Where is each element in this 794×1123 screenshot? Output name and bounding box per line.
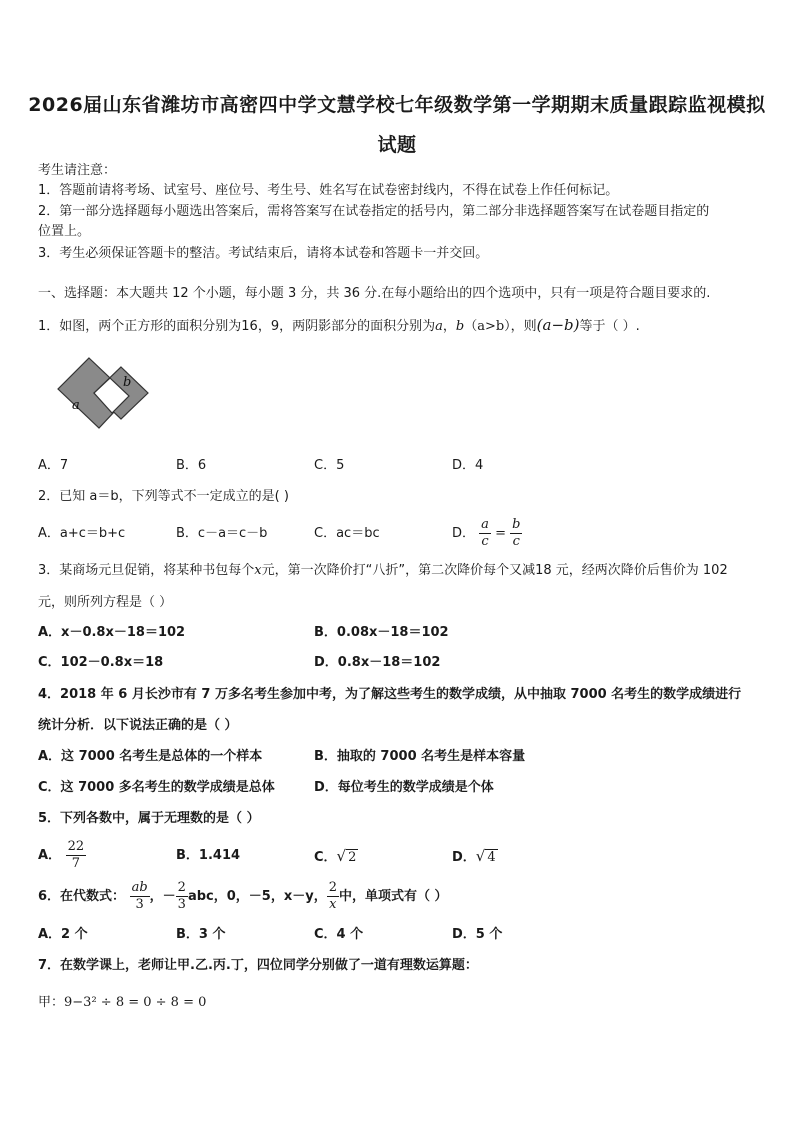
q7-jia-line [38, 994, 206, 1012]
q6-stem-end: 中，单项式有（ ） [338, 889, 448, 904]
q5-option-d [452, 847, 498, 867]
q6-f3-num: 2 [328, 880, 337, 895]
question-2-stem: 2．已知 a＝b，下列等式不一定成立的是( ) [38, 489, 289, 504]
q1-squares-figure [46, 356, 152, 438]
q4-option-c: C．这 7000 多名考生的数学成绩是总体 [38, 780, 275, 795]
q2-option-c: C．ac＝bc [314, 526, 380, 541]
q3-option-d: D．0.8x－18＝102 [314, 655, 441, 670]
exam-title-line2: 试题 [377, 134, 417, 156]
q2-option-d [452, 515, 522, 553]
q5-option-c-label: C． [314, 850, 337, 865]
q6-sep1: ，－ [149, 889, 176, 904]
q6-f1-den: 3 [135, 897, 144, 912]
q1-option-b: B．6 [176, 458, 207, 473]
q6-f2-den: 3 [177, 897, 186, 912]
q3-stem-a: 3．某商场元旦促销，将某种书包每个 [38, 563, 255, 578]
q1-option-a: A．7 [38, 458, 69, 473]
q3-option-c: C．102－0.8x＝18 [38, 655, 164, 670]
question-3-stem-line2: 元，则所列方程是（ ） [38, 595, 173, 610]
q6-f3-den: x [329, 897, 337, 912]
section-heading: 一、选择题：本大题共 12 个小题，每小题 3 分，共 36 分.在每小题给出的四个选项中，只有一项是符合题目要求的. [38, 286, 711, 301]
q3-var-x: x [254, 563, 262, 578]
q1-option-c: C．5 [314, 458, 345, 473]
q5-a-num: 22 [67, 839, 85, 854]
q2-option-b: B．c－a＝c－b [176, 526, 268, 541]
q5-c-sqrt-sign: √ [336, 847, 347, 865]
q6-fraction-2 [176, 880, 188, 913]
q5-c-sqrt [337, 847, 359, 865]
q5-d-sqrt [476, 847, 498, 865]
q1-condition: （a>b），则 [464, 319, 537, 334]
q2-d-left-num: a [481, 517, 489, 532]
q6-fraction-1 [130, 880, 150, 913]
q2-d-left-den: c [481, 534, 489, 549]
q2-d-right-den: c [512, 534, 520, 549]
q5-a-den: 7 [71, 856, 80, 871]
q6-f1-num: ab [131, 880, 148, 895]
q1-stem-text: 1．如图，两个正方形的面积分别为16，9，两阴影部分的面积分别为 [38, 319, 436, 334]
q1-var-b: b [455, 319, 465, 334]
q4-option-b: B．抽取的 7000 名考生是样本容量 [314, 749, 526, 764]
q5-d-radicand: 4 [487, 850, 496, 865]
q6-fraction-3 [327, 880, 339, 913]
q5-d-sqrt-sign: √ [475, 847, 486, 865]
question-5-stem: 5．下列各数中，属于无理数的是（ ） [38, 811, 260, 826]
q2-option-d-label: D． [452, 526, 476, 541]
question-3-stem-line1 [38, 562, 728, 580]
question-7-stem: 7．在数学课上，老师让甲.乙.丙.丁，四位同学分别做了一道有理数运算题： [38, 958, 478, 973]
notice-item-1: 1．答题前请将考场、试室号、座位号、考生号、姓名写在试卷密封线内，不得在试卷上作任何标记。 [38, 183, 619, 198]
q6-option-d: D．5 个 [452, 927, 503, 942]
q6-option-c: C．4 个 [314, 927, 364, 942]
question-4-stem-line1: 4．2018 年 6 月长沙市有 7 万多名考生参加中考，为了解这些考生的数学成绩，从中抽取 7000 名考生的数学成绩进行 [38, 687, 742, 702]
q6-option-a: A．2 个 [38, 927, 88, 942]
q1-stem-end: 等于（ ）. [579, 319, 640, 334]
exam-title-line1: 2026届山东省潍坊市高密四中学文慧学校七年级数学第一学期期末质量跟踪监视模拟 [28, 94, 766, 116]
q7-jia-expression: 9−3² ÷ 8 = 0 ÷ 8 = 0 [64, 995, 207, 1010]
notice-item-3: 3．考生必须保证答题卡的整洁。考试结束后，请将本试卷和答题卡一并交回。 [38, 246, 489, 261]
q5-option-a [38, 836, 86, 876]
q6-mid: abc，0，－5，x－y， [187, 889, 327, 904]
q2-d-right-num: b [512, 517, 521, 532]
q1-sep: ， [442, 319, 456, 334]
notice-item-2: 2．第一部分选择题每小题选出答案后，需将答案写在试卷指定的括号内，第二部分非选择题答案写在试卷题目指定的 [38, 204, 710, 219]
q5-a-fraction [66, 839, 87, 872]
notice-item-2-cont: 位置上。 [38, 224, 91, 239]
q2-d-left-fraction [479, 517, 491, 550]
figure-label-b: b [123, 375, 132, 390]
q5-option-b: B．1.414 [176, 848, 241, 863]
q1-var-a: a [435, 319, 443, 334]
q6-stem-a: 6．在代数式： [38, 889, 126, 904]
q1-option-d: D．4 [452, 458, 484, 473]
q5-option-c [314, 847, 358, 867]
q2-d-equals: = [495, 526, 506, 541]
q2-d-right-fraction [510, 517, 522, 550]
q6-option-b: B．3 个 [176, 927, 226, 942]
q4-option-a: A．这 7000 名考生是总体的一个样本 [38, 749, 263, 764]
q3-stem-b: 元，第一次降价打“八折”，第二次降价每个又减18 元，经两次降价后售价为 102 [261, 563, 728, 578]
q7-jia-label: 甲： [38, 995, 65, 1010]
notice-heading: 考生请注意： [38, 163, 117, 178]
q3-option-a: A．x－0.8x－18＝102 [38, 625, 186, 640]
q1-expression: (a−b) [536, 316, 580, 334]
question-1-stem [38, 316, 640, 336]
q3-option-b: B．0.08x－18＝102 [314, 625, 449, 640]
q2-option-a: A．a+c＝b+c [38, 526, 126, 541]
q5-c-radicand: 2 [348, 850, 357, 865]
q6-f2-num: 2 [177, 880, 186, 895]
question-6-stem [38, 876, 448, 918]
q5-option-a-label: A． [38, 848, 62, 863]
q4-option-d: D．每位考生的数学成绩是个体 [314, 780, 494, 795]
question-4-stem-line2: 统计分析．以下说法正确的是（ ） [38, 718, 238, 733]
q5-option-d-label: D． [452, 850, 476, 865]
figure-label-a: a [72, 398, 80, 413]
